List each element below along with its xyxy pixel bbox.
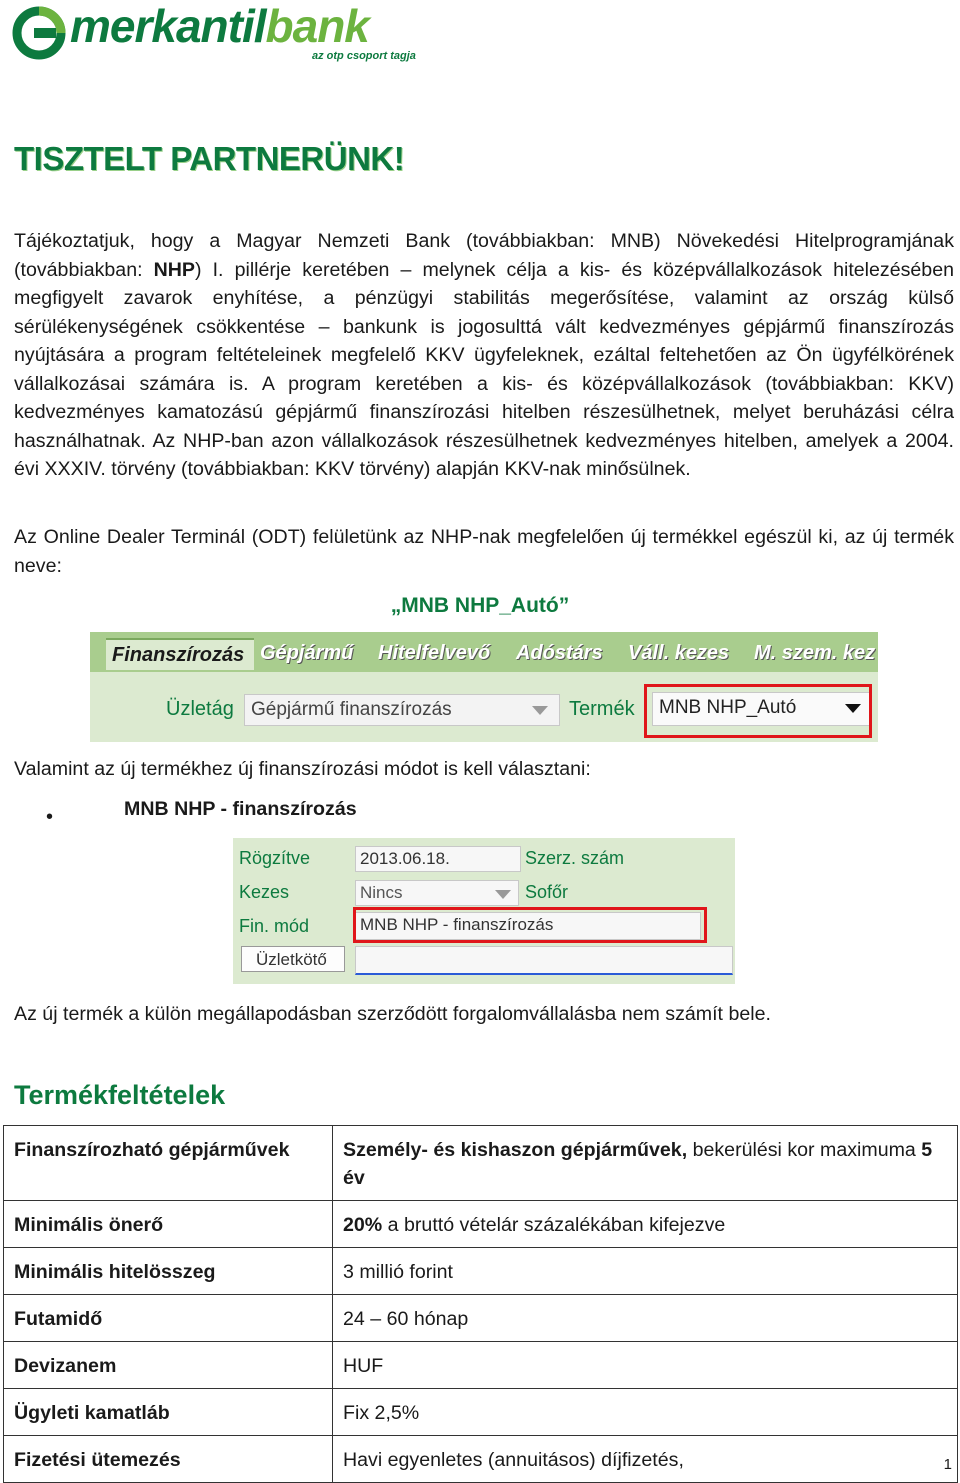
term-key: Futamidő bbox=[4, 1295, 333, 1342]
term-key: Ügyleti kamatláb bbox=[4, 1389, 333, 1436]
finmod-select-value: MNB NHP - finanszírozás bbox=[360, 915, 554, 934]
product-name: „MNB NHP_Autó” bbox=[390, 594, 570, 617]
table-row bbox=[4, 1342, 958, 1389]
chevron-down-icon bbox=[495, 890, 511, 899]
tab-bar bbox=[90, 632, 878, 672]
term-value: Havi egyenletes (annuitásos) díjfizetés, bbox=[333, 1436, 958, 1483]
tab-vall-kezes[interactable]: Váll. kezes bbox=[628, 642, 730, 664]
odt-screenshot-product bbox=[90, 632, 878, 742]
logo-swirl-icon bbox=[12, 6, 66, 60]
term-value: Személy- és kishaszon gépjárművek, bekerülési kor maximuma 5 év bbox=[333, 1126, 958, 1201]
termek-select-value: MNB NHP_Autó bbox=[659, 697, 797, 718]
termek-label: Termék bbox=[569, 698, 635, 720]
terms-table bbox=[3, 1125, 958, 1483]
tab-adostars[interactable]: Adóstárs bbox=[516, 642, 603, 664]
paragraph-finmod: Valamint az új termékhez új finanszírozási módot is kell választani: bbox=[14, 758, 591, 780]
table-row bbox=[4, 1436, 958, 1483]
page-number: 1 bbox=[943, 1456, 952, 1473]
term-value: 20% a bruttó vételár százalékában kifejezve bbox=[333, 1201, 958, 1248]
intro-paragraph: Tájékoztatjuk, hogy a Magyar Nemzeti Bank (továbbiakban: MNB) Növekedési Hitelprogramjának (továbbiakban: NHP) I. pillérje keretében – melynek célja a kis- és középvállalkozások hitelezésében megfigyelt zavarok enyhítése, a pénzügyi stabilitás megerősítése, valamint az ország külső sérülékenységének csökkentése – bankunk is jogosulttá vált kedvezményes gépjármű finanszírozás nyújtására a program feltételeinek megfelelő KKV ügyfeleknek, ezáltal feltehetően az Ön ügyfélkörének vállalkozásai számára is. A program keretében a kis- és középvállalkozások (továbbiakban: KKV) kedvezményes kamatozású gépjármű finanszírozási hitelben részesülhetnek, melyet beruházási célra használhatnak. Az NHP-ban azon vállalkozások részesülhetnek kedvezményes hitelben, amelyek a 2004. évi XXXIV. törvény (továbbiakban: KKV törvény) alapján KKV-nak minősülnek. bbox=[14, 230, 954, 480]
term-key: Finanszírozható gépjárművek bbox=[4, 1126, 333, 1201]
logo-tagline: az otp csoport tagja bbox=[312, 50, 416, 62]
table-row bbox=[4, 1389, 958, 1436]
kezes-label: Kezes bbox=[239, 882, 290, 902]
term-value: HUF bbox=[333, 1342, 958, 1389]
uzletag-select-value: Gépjármű finanszírozás bbox=[251, 699, 452, 720]
uzletkoto-button[interactable]: Üzletkötő bbox=[241, 946, 345, 972]
finmod-highlight-box bbox=[353, 907, 707, 943]
tab-hitelfelvevo[interactable]: Hitelfelvevő bbox=[378, 642, 491, 664]
sofor-label: Sofőr bbox=[525, 882, 569, 902]
finmod-label: Fin. mód bbox=[239, 916, 310, 936]
table-row bbox=[4, 1201, 958, 1248]
bullet-symbol: • bbox=[46, 806, 54, 828]
kezes-select-value: Nincs bbox=[360, 883, 403, 902]
odt-paragraph: Az Online Dealer Terminál (ODT) felületünk az NHP-nak megfelelően új termékkel egészül ki, az új termék neve: bbox=[14, 526, 954, 577]
term-key: Devizanem bbox=[4, 1342, 333, 1389]
term-value: 24 – 60 hónap bbox=[333, 1295, 958, 1342]
term-value: Fix 2,5% bbox=[333, 1389, 958, 1436]
section-title: Termékfeltételek bbox=[14, 1080, 226, 1110]
szerz-szam-label: Szerz. szám bbox=[525, 848, 625, 868]
term-key: Minimális hitelösszeg bbox=[4, 1248, 333, 1295]
table-row bbox=[4, 1126, 958, 1201]
merkantilbank-logo bbox=[12, 2, 442, 68]
table-row bbox=[4, 1248, 958, 1295]
chevron-down-icon bbox=[532, 706, 548, 715]
odt-screenshot-finmod bbox=[233, 838, 735, 984]
paragraph-forgalom: Az új termék a külön megállapodásban szerződött forgalomvállalásba nem számít bele. bbox=[14, 1003, 771, 1025]
bullet-finmod: MNB NHP - finanszírozás bbox=[124, 798, 357, 820]
page-heading: TISZTELT PARTNERÜNK! bbox=[14, 140, 405, 177]
rogzitve-field[interactable]: 2013.06.18. bbox=[355, 846, 521, 872]
term-key: Minimális önerő bbox=[4, 1201, 333, 1248]
tab-m-szem-kez[interactable]: M. szem. kez bbox=[754, 642, 876, 664]
term-key: Fizetési ütemezés bbox=[4, 1436, 333, 1483]
term-value: 3 millió forint bbox=[333, 1248, 958, 1295]
table-row bbox=[4, 1295, 958, 1342]
uzletkoto-field[interactable] bbox=[355, 946, 733, 975]
tab-gepjarmu[interactable]: Gépjármű bbox=[260, 642, 354, 664]
uzletag-select[interactable] bbox=[244, 694, 560, 726]
tab-finanszirozas[interactable]: Finanszírozás bbox=[106, 638, 254, 670]
uzletag-label: Üzletág bbox=[166, 698, 234, 720]
logo-wordmark: merkantilbank bbox=[70, 0, 369, 52]
rogzitve-label: Rögzítve bbox=[239, 848, 311, 868]
termek-highlight-box bbox=[644, 684, 872, 738]
